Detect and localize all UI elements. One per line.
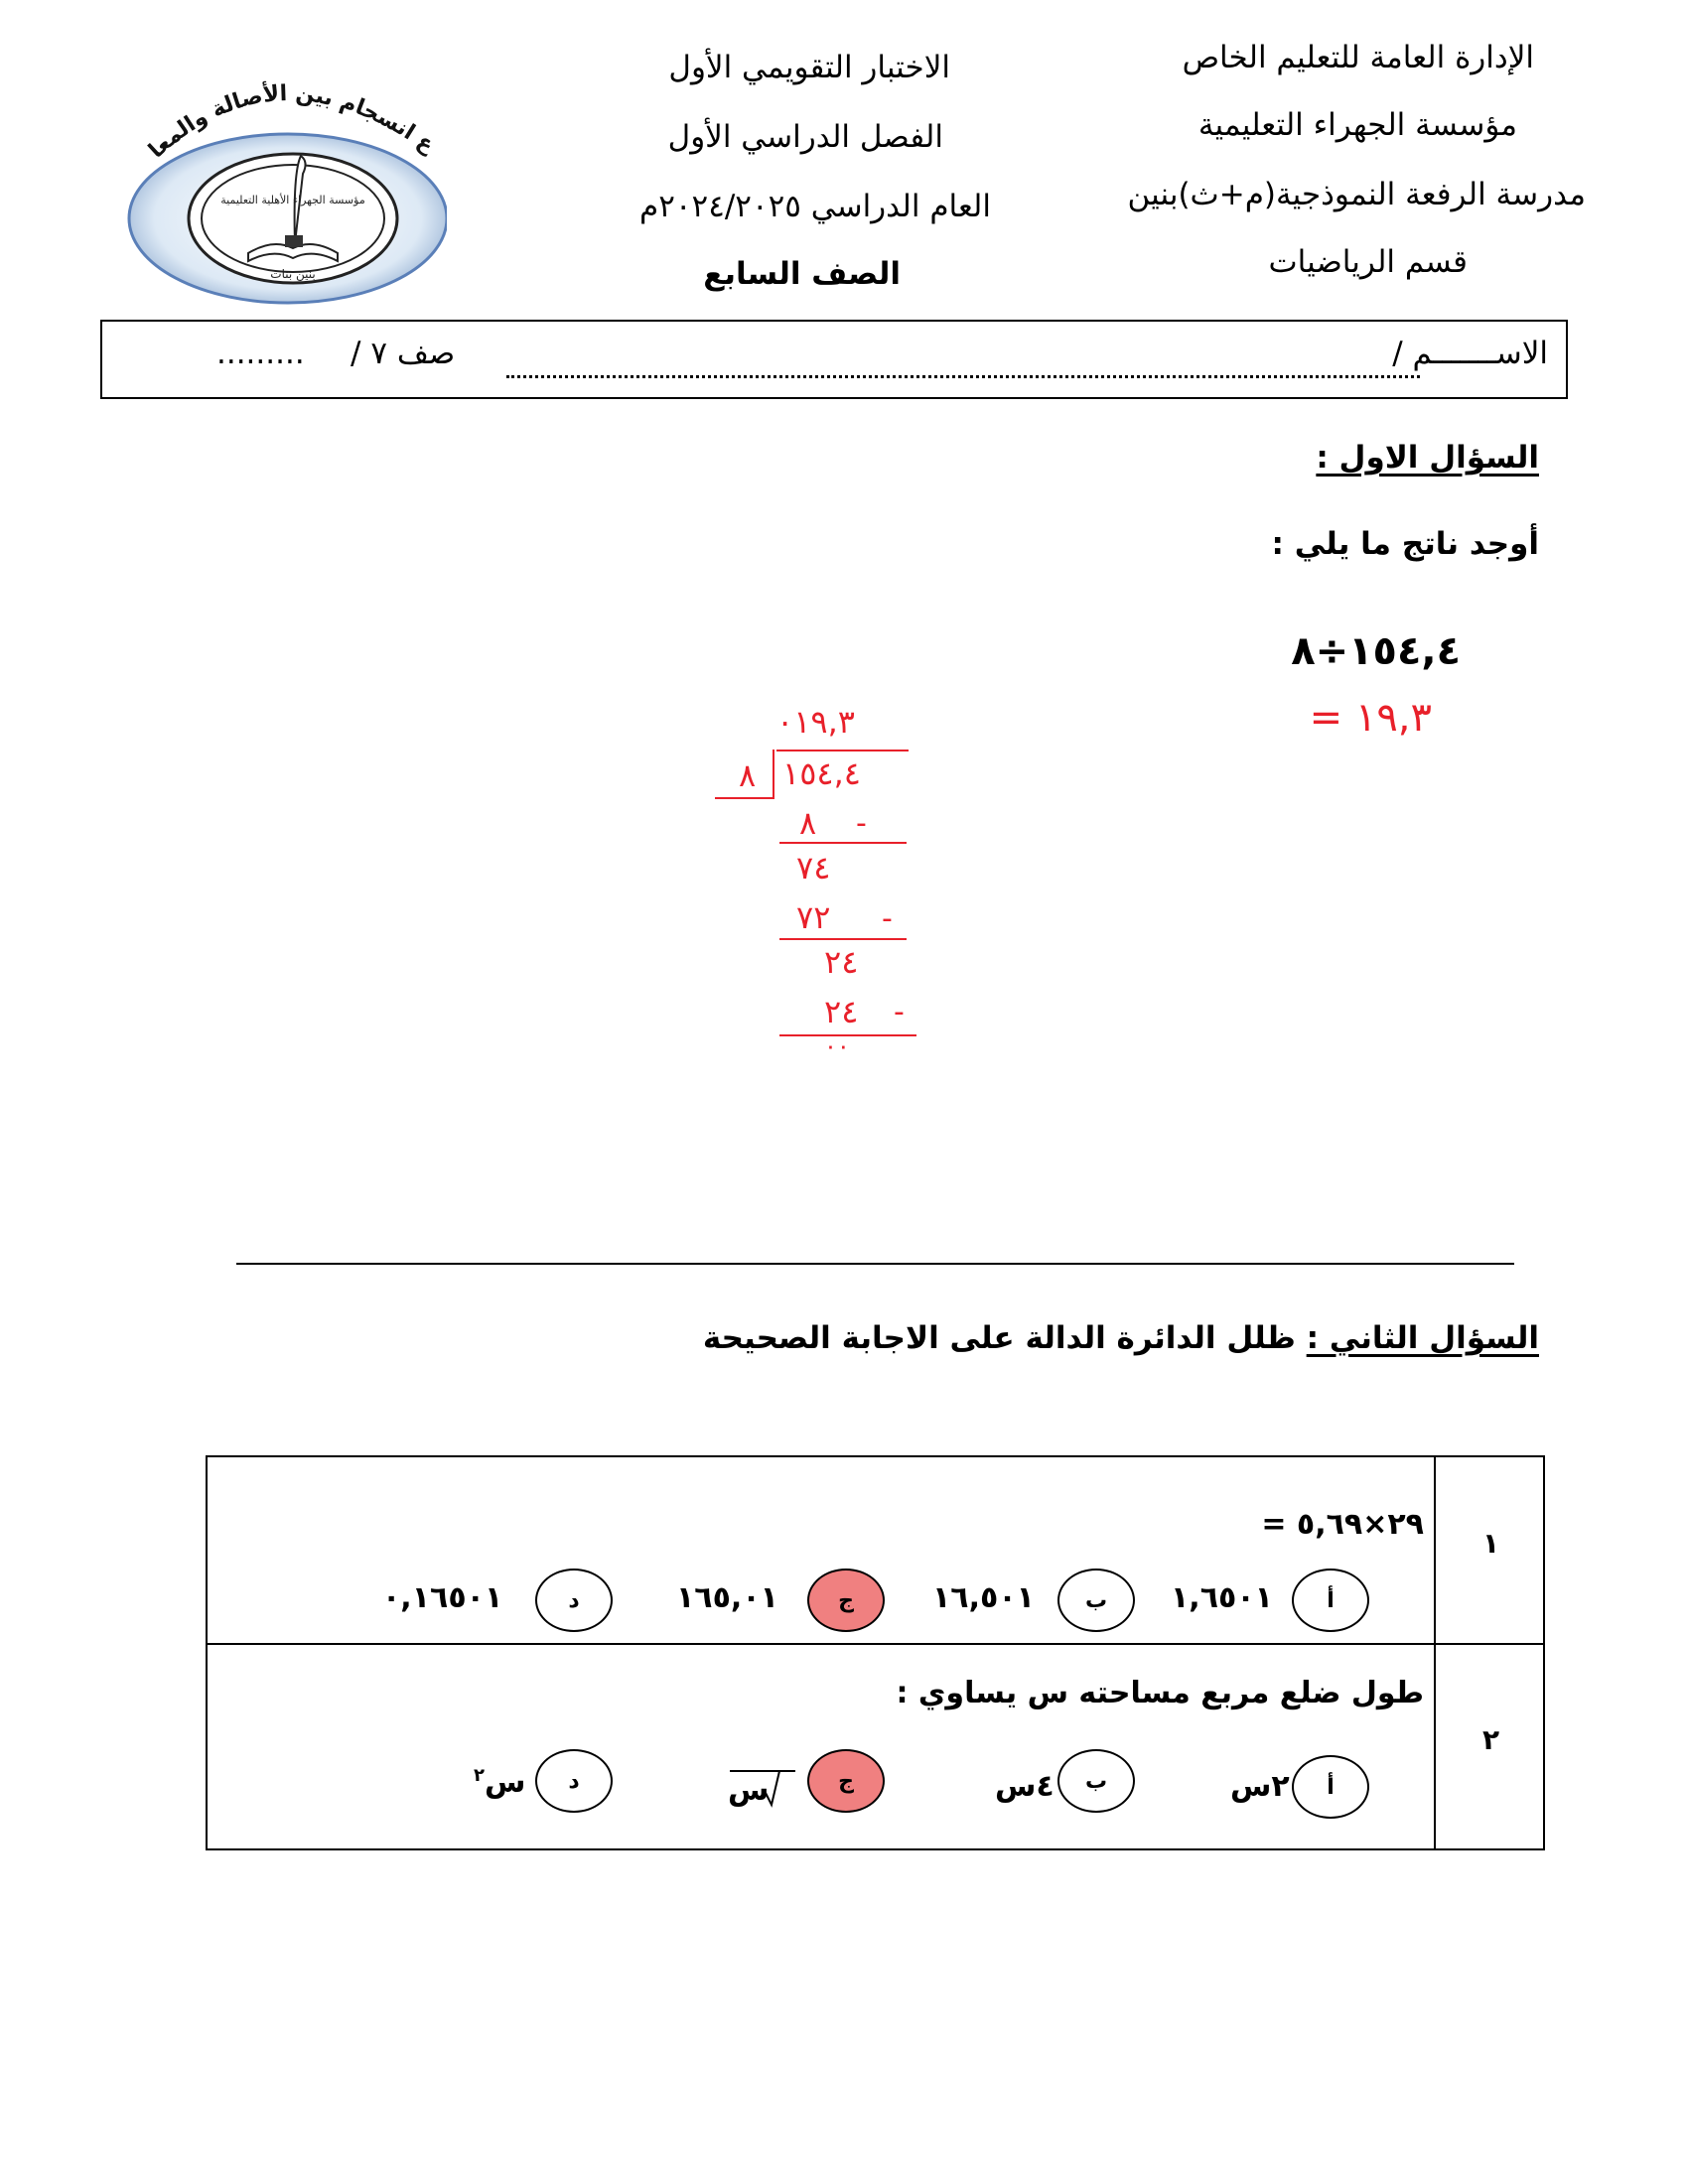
q2-2-option-b-value: ٤س [995, 1769, 1055, 1804]
div-step-4: ٢٤ [824, 943, 859, 981]
div-minus-1: - [856, 806, 867, 841]
header-center-line-3: العام الدراسي ٢٠٢٤/٢٠٢٥م [639, 189, 991, 224]
logo-arc-text: ع انسجام بين الأصالة والمعا [144, 80, 439, 164]
long-division-work [695, 695, 923, 1060]
q1-title: السؤال الاول : [1316, 440, 1539, 476]
q2-2-option-a-value: ٢س [1230, 1769, 1290, 1804]
div-minus-3: - [894, 995, 905, 1029]
class-label: صف ٧ / [351, 336, 456, 371]
q2-1-number: ١ [1482, 1527, 1500, 1560]
q2-2-option-d-circle[interactable]: د [535, 1749, 613, 1813]
div-divisor: ٨ [739, 756, 757, 794]
q2-1-option-a-circle[interactable]: أ [1292, 1569, 1369, 1632]
q1-instruction: أوجد ناتج ما يلي : [1271, 526, 1539, 562]
student-name-box [100, 320, 1568, 399]
div-minus-2: - [882, 901, 893, 936]
q2-2-option-d-exponent: ٢ [474, 1765, 485, 1786]
section-divider [236, 1263, 1514, 1265]
mcq-table [206, 1455, 1545, 1850]
q1-answer: = ١٩,٣ [1309, 695, 1432, 741]
header-center-line-1: الاختبار التقويمي الأول [668, 50, 950, 85]
div-remainder: ٠٠ [824, 1032, 850, 1060]
div-dividend: ١٥٤,٤ [782, 754, 861, 792]
header-right-line-1: الإدارة العامة للتعليم الخاص [1182, 40, 1534, 75]
header-right-line-3: مدرسة الرفعة النموذجية(م+ث)بنين [1127, 177, 1586, 212]
logo-inner-text: مؤسسة الجهراء الأهلية التعليمية [220, 194, 365, 206]
q2-2-option-d-base: س [485, 1765, 526, 1800]
student-name-field[interactable] [506, 345, 1420, 378]
q2-2-option-a-circle[interactable]: أ [1292, 1755, 1369, 1819]
q2-title: السؤال الثاني : [1306, 1320, 1539, 1356]
header-right-line-4: قسم الرياضيات [1268, 244, 1468, 280]
q2-1-option-d-value: ٠,١٦٥٠١ [382, 1580, 503, 1615]
q2-1-option-c-circle[interactable]: ج [807, 1569, 885, 1632]
q2-2-option-c-value [728, 1761, 797, 1811]
logo-sub-text: بنين بنات [270, 267, 316, 281]
q2-1-option-b-circle[interactable]: ب [1057, 1569, 1135, 1632]
student-name-label: الاســـــــم / [1392, 336, 1548, 371]
q2-2-option-d-value [474, 1765, 525, 1800]
q2-1-option-d-circle[interactable]: د [535, 1569, 613, 1632]
header-center-line-2: الفصل الدراسي الأول [667, 119, 943, 155]
q2-1-option-c-value: ١٦٥,٠١ [676, 1580, 778, 1615]
q2-2-text: طول ضلع مربع مساحته س يساوي : [896, 1676, 1424, 1710]
q2-heading [703, 1320, 1539, 1356]
radicand-text: س [728, 1773, 770, 1808]
q2-2-option-c-circle[interactable]: ج [807, 1749, 885, 1813]
div-quotient: ٠١٩,٣ [776, 703, 855, 741]
class-field[interactable]: ......... [216, 336, 305, 371]
div-step-5: ٢٤ [824, 993, 859, 1030]
grade-title: الصف السابع [703, 256, 901, 292]
div-step-2: ٧٤ [796, 849, 831, 887]
q1-expression: ١٥٤,٤÷٨ [1291, 628, 1461, 674]
q2-instruction: ظلل الدائرة الدالة على الاجابة الصحيحة [702, 1320, 1296, 1356]
q2-2-number: ٢ [1482, 1723, 1500, 1756]
q2-2-option-b-circle[interactable]: ب [1057, 1749, 1135, 1813]
q2-1-option-b-value: ١٦,٥٠١ [932, 1580, 1035, 1615]
q2-1-text: ٢٩×٥,٦٩ = [1261, 1507, 1424, 1542]
school-logo [124, 55, 447, 308]
div-step-3: ٧٢ [796, 898, 831, 936]
header-right-line-2: مؤسسة الجهراء التعليمية [1197, 107, 1517, 143]
q2-1-option-a-value: ١,٦٥٠١ [1171, 1580, 1273, 1615]
div-step-1: ٨ [799, 804, 817, 842]
